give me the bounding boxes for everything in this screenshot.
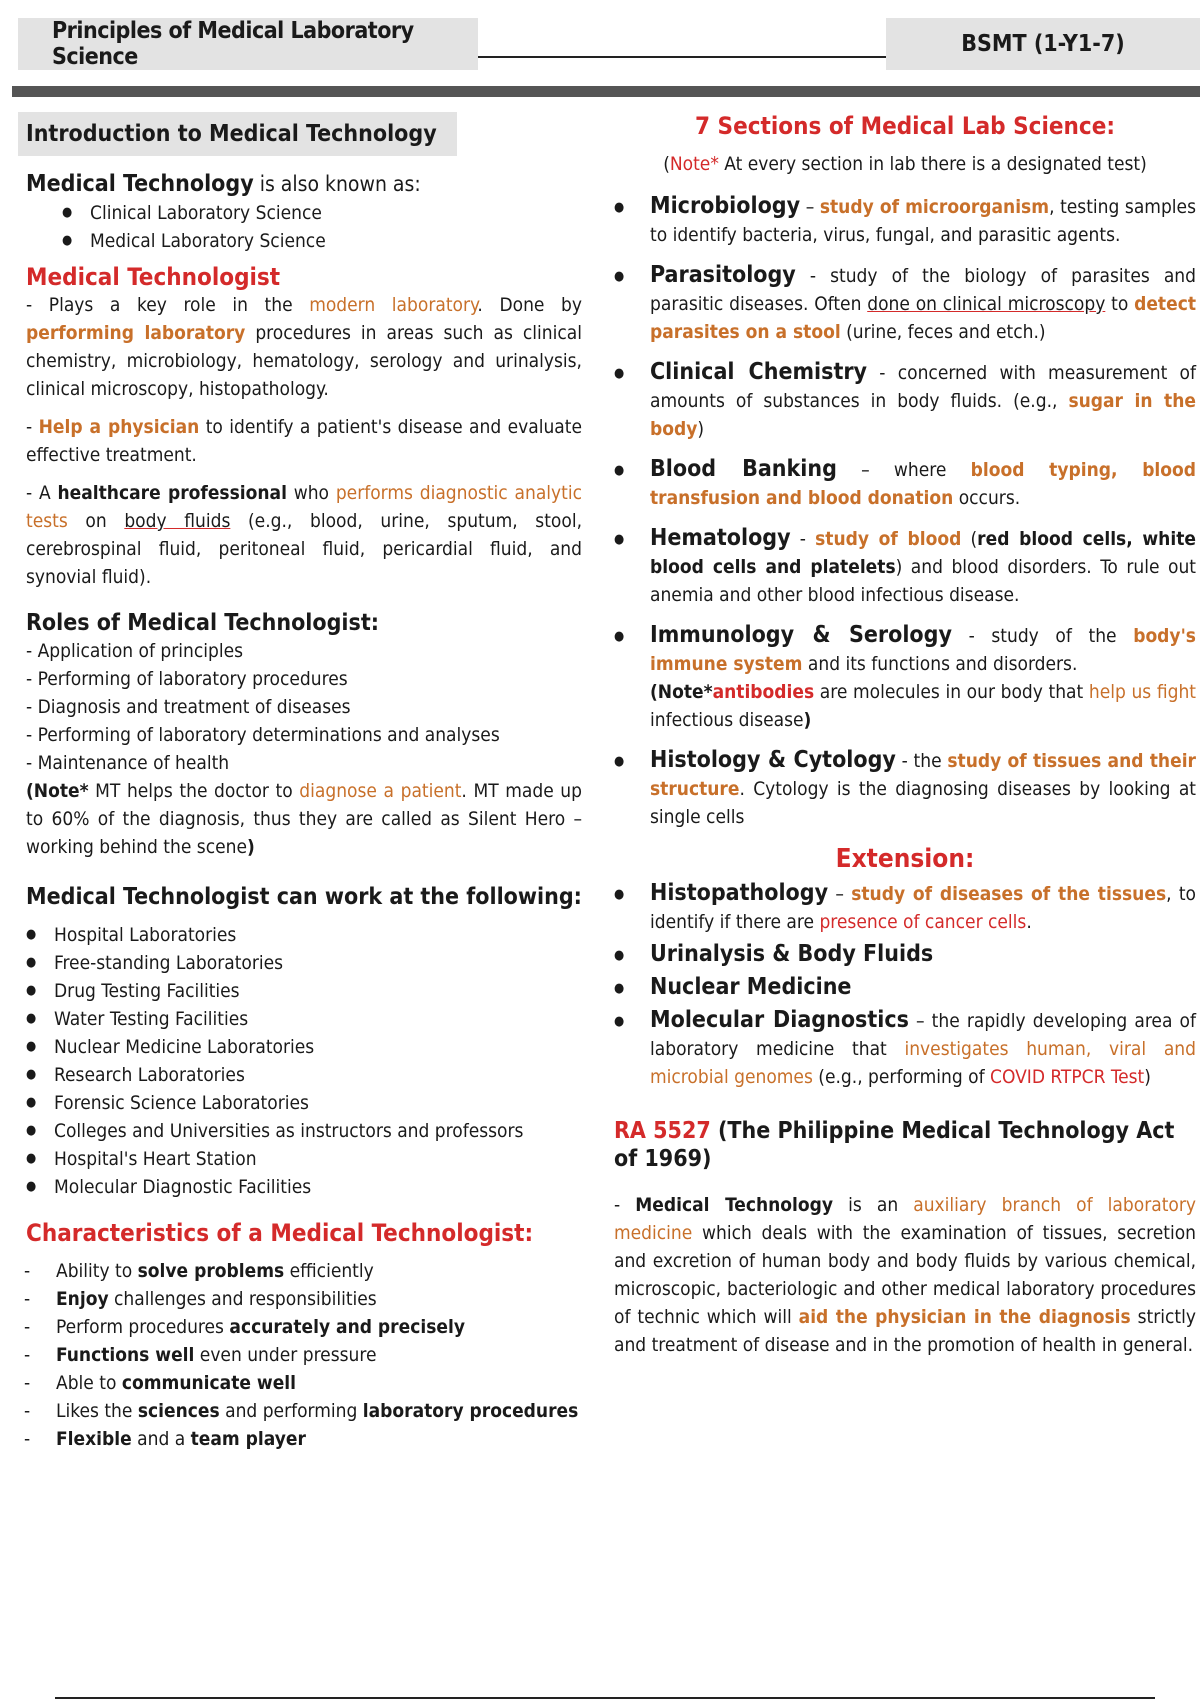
sections-heading: 7 Sections of Medical Lab Science: — [695, 112, 1115, 140]
list-item: ● Parasitology - study of the biology of parasites and parasitic diseases. Often done on clinical microscopy to detect parasites on a stool (urine, feces and etch.) — [614, 261, 1196, 346]
list-item: - Able to communicate well — [20, 1369, 582, 1397]
list-item: ● Forensic Science Laboratories — [18, 1089, 582, 1117]
sections-list — [614, 192, 1196, 831]
list-item: ● Molecular Diagnostic Facilities — [18, 1173, 582, 1201]
list-item: ● Clinical Chemistry - concerned with measurement of amounts of substances in body fluids. (e.g., sugar in the body) — [614, 358, 1196, 443]
list-item: ● Clinical Laboratory Science — [54, 199, 582, 227]
list-item: ● Microbiology – study of microorganism, testing samples to identify bacteria, virus, fungal, and parasitic agents. — [614, 192, 1196, 249]
list-item: ● Histopathology – study of diseases of the tissues, to identify if there are presence of cancer cells. — [614, 879, 1196, 936]
footer-divider — [55, 1697, 1155, 1699]
list-item: - Application of principles — [26, 640, 244, 662]
list-item: ● Research Laboratories — [18, 1061, 582, 1089]
list-item: - Maintenance of health — [26, 752, 230, 774]
list-item: ● Hospital Laboratories — [18, 921, 582, 949]
roles-list — [26, 637, 582, 777]
list-item: ● Water Testing Facilities — [18, 1005, 582, 1033]
mt-paragraph-3: - A healthcare professional who performs diagnostic analytic tests on body fluids (e.g., blood, urine, sputum, stool, cerebrospinal fluid, peritoneal fluid, pericardial fluid, and synovial fluid). — [26, 482, 582, 588]
right-column — [614, 112, 1196, 1359]
list-item: ● Drug Testing Facilities — [18, 977, 582, 1005]
list-item: - Ability to solve problems efficiently — [20, 1257, 582, 1285]
list-item: ● Colleges and Universities as instructors and professors — [18, 1117, 582, 1145]
extension-heading: Extension: — [835, 844, 975, 874]
roles-note: (Note* MT helps the doctor to diagnose a patient. MT made up to 60% of the diagnosis, thus they are called as Silent Hero – working behind the scene) — [26, 780, 583, 858]
sections-note: (Note* At every section in lab there is a designated test) — [663, 153, 1147, 175]
intro-heading: Introduction to Medical Technology — [18, 112, 457, 156]
mt-paragraph-2: - Help a physician to identify a patient's disease and evaluate effective treatment. — [26, 416, 582, 466]
extension-list — [614, 879, 1196, 1091]
list-item: ● Hospital's Heart Station — [18, 1145, 582, 1173]
characteristics-heading: Characteristics of a Medical Technologist: — [26, 1219, 534, 1247]
section-code: BSMT (1-Y1-7) — [961, 31, 1125, 57]
list-item: ● Nuclear Medicine Laboratories — [18, 1033, 582, 1061]
list-item: - Performing of laboratory procedures — [26, 668, 348, 690]
header-bar — [12, 86, 1200, 97]
ra-paragraph: - Medical Technology is an auxiliary branch of laboratory medicine which deals with the examination of tissues, secretion and excretion of human body and body fluids by various chemical, microscopic, bacteriologic and other medical laboratory procedures of technic which will aid the physician in the diagnosis strictly and treatment of disease and in the promotion of health in general. — [614, 1194, 1196, 1356]
list-item: ● Medical Laboratory Science — [54, 227, 582, 255]
course-title-box — [18, 18, 478, 70]
section-code-box — [886, 18, 1200, 70]
list-item: - Flexible and a team player — [20, 1425, 582, 1453]
aka-line — [26, 170, 582, 199]
aka-term: Medical Technology — [26, 171, 254, 197]
list-item: ● Molecular Diagnostics – the rapidly developing area of laboratory medicine that investigates human, viral and microbial genomes (e.g., performing of COVID RTPCR Test) — [614, 1006, 1196, 1091]
list-item: - Perform procedures accurately and precisely — [20, 1313, 582, 1341]
roles-heading: Roles of Medical Technologist: — [26, 610, 379, 636]
aka-rest: is also known as: — [253, 172, 421, 196]
list-item: ● Urinalysis & Body Fluids — [614, 940, 1196, 969]
list-item: ● Histology & Cytology - the study of tissues and their structure. Cytology is the diagnosing diseases by looking at single cells — [614, 746, 1196, 831]
ra-heading: RA 5527 (The Philippine Medical Technology Act of 1969) — [614, 1118, 1175, 1172]
list-item: ● Immunology & Serology - study of the body's immune system and its functions and disorders. (Note*antibodies are molecules in our body that help us fight infectious disease) — [614, 621, 1196, 734]
aka-list — [54, 199, 582, 255]
list-item: - Functions well even under pressure — [20, 1341, 582, 1369]
list-item: ● Blood Banking – where blood typing, blood transfusion and blood donation occurs. — [614, 455, 1196, 512]
list-item: - Likes the sciences and performing laboratory procedures — [20, 1397, 582, 1425]
work-heading: Medical Technologist can work at the following: — [26, 884, 582, 910]
list-item: ● Free-standing Laboratories — [18, 949, 582, 977]
list-item: - Performing of laboratory determinations and analyses — [26, 724, 500, 746]
left-column — [26, 112, 582, 1453]
mt-heading: Medical Technologist — [26, 263, 281, 291]
work-list — [18, 921, 582, 1201]
list-item: ● Nuclear Medicine — [614, 973, 1196, 1002]
characteristics-list — [20, 1257, 582, 1453]
list-item: - Diagnosis and treatment of diseases — [26, 696, 351, 718]
list-item: - Enjoy challenges and responsibilities — [20, 1285, 582, 1313]
header-divider — [478, 56, 886, 58]
course-title: Principles of Medical Laboratory Science — [52, 18, 414, 70]
list-item: ● Hematology - study of blood (red blood cells, white blood cells and platelets) and blood disorders. To rule out anemia and other blood infectious disease. — [614, 524, 1196, 609]
mt-paragraph-1: - Plays a key role in the modern laboratory. Done by performing laboratory procedures in areas such as clinical chemistry, microbiology, hematology, serology and urinalysis, clinical microscopy, histopathology. — [26, 294, 582, 400]
